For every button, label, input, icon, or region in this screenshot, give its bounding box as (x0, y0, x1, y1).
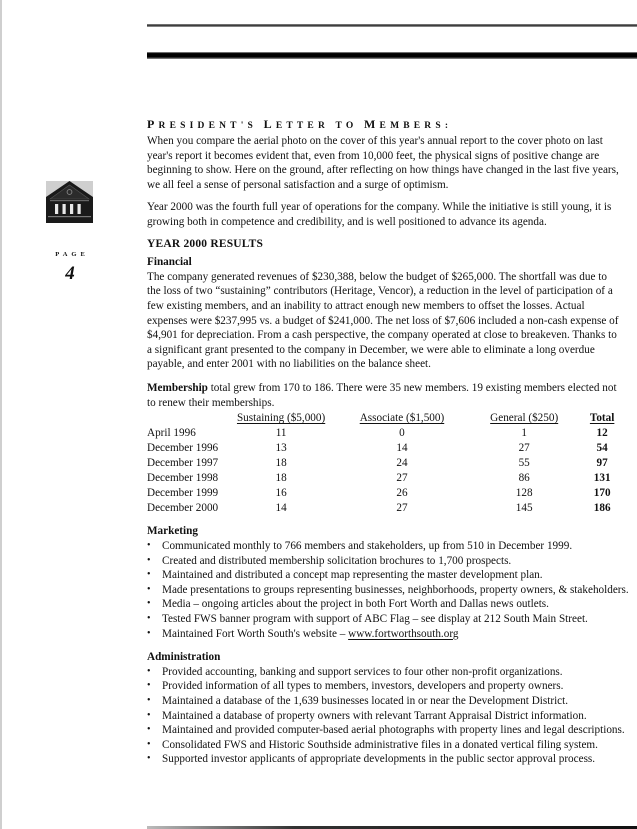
list-item: • Provided accounting, banking and support services to four other non-profit organizations. (147, 665, 563, 678)
website-link[interactable]: www.fortworthsouth.org (348, 627, 459, 640)
column-header-period (147, 411, 224, 426)
bullet-icon: • (147, 738, 151, 750)
membership-lead: Membership (147, 381, 208, 394)
building-pediment-icon (46, 181, 93, 223)
letter-body (147, 117, 629, 767)
table-row (147, 441, 622, 456)
list-item: • Media – ongoing articles about the project in both Fort Worth and Dallas news outlets. (147, 598, 549, 611)
marketing-list (147, 539, 629, 641)
column-header-general: General ($250) (490, 412, 559, 425)
cell-sustaining: 13 (275, 441, 287, 454)
cell-sustaining: 16 (275, 486, 287, 499)
cell-associate: 14 (396, 441, 408, 454)
bullet-icon: • (147, 598, 151, 610)
title-word: PRESIDENT'S (147, 117, 258, 131)
header-rule-thick (147, 52, 637, 59)
header-rule-thin (147, 24, 637, 27)
column-header-sustaining: Sustaining ($5,000) (236, 412, 326, 425)
cell-general: 27 (518, 441, 530, 454)
marketing-heading: Marketing (147, 525, 198, 538)
bullet-icon: • (147, 569, 151, 581)
cell-general: 86 (518, 471, 530, 484)
title-word: LETTER (263, 117, 330, 131)
year-paragraph: Year 2000 was the fourth full year of operations for the company. While the initiative is still young, it is growing both in competence and credibility, and is well positioned to advance its agenda. (147, 201, 612, 228)
table-row (147, 471, 622, 486)
letter-title (147, 118, 622, 132)
cell-general: 128 (515, 486, 533, 499)
cell-general: 145 (515, 501, 533, 514)
table-row (147, 456, 622, 471)
cell-total: 170 (593, 486, 611, 499)
cell-total: 97 (596, 456, 608, 469)
page-edge (0, 0, 2, 829)
column-header-total: Total (589, 412, 615, 425)
financial-heading: Financial (147, 256, 192, 269)
cell-general: 1 (521, 427, 527, 439)
bullet-icon: • (147, 709, 151, 721)
cell-total: 186 (593, 501, 611, 514)
cell-sustaining: 18 (275, 471, 287, 484)
cell-sustaining: 18 (275, 456, 287, 469)
column-header-associate: Associate ($1,500) (359, 412, 445, 425)
membership-paragraph (147, 381, 622, 410)
title-word: MEMBERS: (364, 117, 453, 131)
list-item: • Maintained Fort Worth South's website – www.fortworthsouth.org (147, 627, 459, 640)
cell-period: December 1996 (147, 441, 219, 454)
table-header-row (147, 411, 622, 426)
financial-paragraph: The company generated revenues of $230,388, below the budget of $265,000. The shortfall was due to the loss of two “sustaining” contributors (Heritage, Vencor), a reduction in the level of participation of a few existing members, and an inability to attract enough new members to offset the losses. Actual expenses were $237,995 vs. a budget of $241,000. The net loss of $7,606 included a non-cash expense of $4,901 for depreciation. From a cash perspective, the company operated at close to breakeven. Thanks to a significant grant presented to the company in December, we were able to eliminate a long overdue payable, and enter 2001 with no liabilities on the balance sheet. (147, 270, 619, 371)
cell-period: April 1996 (147, 427, 196, 439)
cell-associate: 26 (396, 486, 408, 499)
list-item: • Made presentations to groups representing businesses, neighborhoods, property owners, & stakeholders. (147, 583, 629, 596)
cell-sustaining: 14 (275, 501, 287, 514)
bullet-icon: • (147, 753, 151, 765)
cell-total: 54 (596, 441, 608, 454)
list-item: • Tested FWS banner program with support of ABC Flag – see display at 212 South Main Street. (147, 613, 588, 625)
bullet-icon: • (147, 583, 151, 595)
membership-table (147, 411, 622, 515)
membership-text: total grew from 170 to 186. There were 35 new members. 19 existing members elected not to renew their memberships. (147, 381, 617, 409)
table-row (147, 501, 622, 516)
page-number: 4 (65, 263, 75, 284)
cell-period: December 1999 (147, 486, 219, 499)
cell-general: 55 (518, 456, 530, 469)
cell-sustaining: 11 (275, 427, 287, 439)
cell-period: December 2000 (147, 501, 219, 514)
list-item: • Created and distributed membership solicitation brochures to 1,700 prospects. (147, 554, 512, 567)
cell-total: 131 (593, 471, 611, 484)
bullet-icon: • (147, 724, 151, 736)
cell-associate: 27 (396, 471, 408, 484)
bullet-icon: • (147, 680, 151, 692)
list-item: • Communicated monthly to 766 members and stakeholders, up from 510 in December 1999. (147, 540, 573, 553)
list-item: • Consolidated FWS and Historic Southside administrative files in a donated vertical filing system. (147, 738, 598, 751)
list-item: • Provided information of all types to members, investors, developers and property owners. (147, 680, 564, 693)
cell-total: 12 (596, 427, 608, 439)
results-heading: YEAR 2000 RESULTS (147, 237, 264, 250)
list-item: • Maintained and distributed a concept map representing the master development plan. (147, 569, 543, 582)
table-row (147, 486, 622, 501)
list-item: • Maintained a database of the 1,639 businesses located in or near the Development District. (147, 694, 569, 707)
title-word: TO (335, 121, 358, 131)
cell-period: December 1998 (147, 471, 219, 484)
list-item: • Maintained a database of property owners with relevant Tarrant Appraisal District information. (147, 709, 587, 722)
intro-paragraph: When you compare the aerial photo on the cover of this year's annual report to the cover photo on last year's report it becomes evident that, even from 10,000 feet, the physical signs of positive change are beginning to show. Here on the ground, after reflecting on how things have changed in the last five years, we all feel a sense of personal satisfaction and a surge of optimism. (147, 135, 619, 191)
cell-associate: 27 (396, 501, 408, 514)
cell-associate: 0 (399, 427, 405, 439)
table-row (147, 426, 622, 441)
bullet-icon: • (147, 613, 151, 624)
bullet-icon: • (147, 694, 151, 706)
page-label: PAGE (55, 251, 89, 258)
administration-list (147, 665, 625, 767)
list-item: • Maintained and provided computer-based aerial photographs with property lines and legal descriptions. (147, 724, 625, 737)
bullet-icon: • (147, 665, 151, 677)
administration-heading: Administration (147, 651, 221, 664)
cell-associate: 24 (396, 456, 408, 469)
list-item: • Supported investor applicants of appropriate developments in the public sector approval process. (147, 753, 596, 766)
bullet-icon: • (147, 554, 151, 566)
cell-period: December 1997 (147, 456, 219, 469)
bullet-icon: • (147, 627, 151, 639)
bullet-icon: • (147, 540, 151, 552)
